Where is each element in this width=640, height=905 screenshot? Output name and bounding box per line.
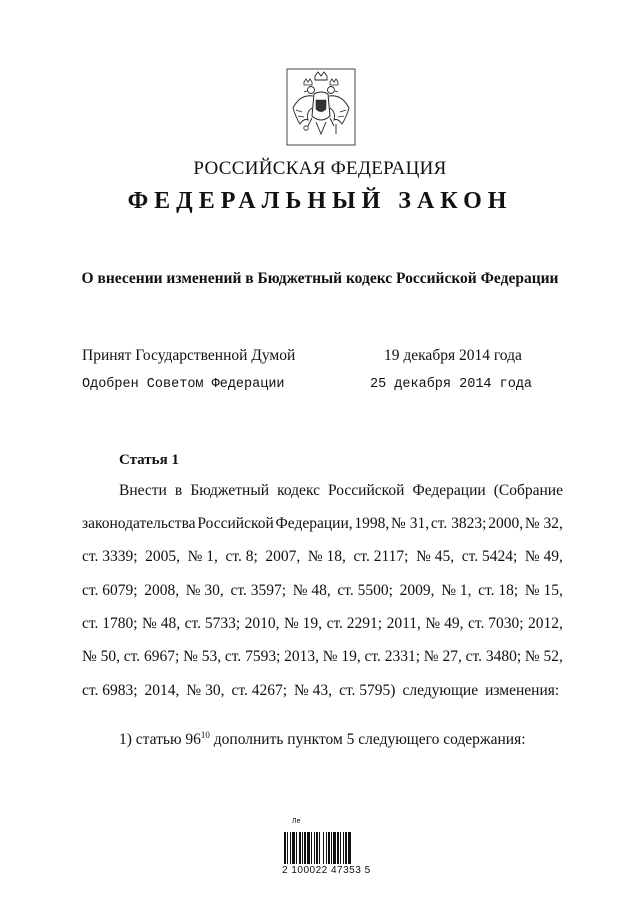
article-word: Внести (119, 482, 167, 499)
article-word: № 48, (292, 582, 331, 599)
article-word: Российской (197, 515, 274, 532)
article-word: ст. 6079; (82, 582, 138, 599)
article-word: следующие (402, 682, 479, 699)
article-word: 2009, (399, 582, 435, 599)
article-line (82, 515, 563, 533)
article-word: № 18, (307, 548, 346, 565)
council-approval-date: 25 декабря 2014 года (370, 377, 533, 392)
law-type-heading: ФЕДЕРАЛЬНЫЙ ЗАКОН (127, 188, 513, 214)
article-word: ст. 4267; (231, 682, 288, 699)
article-word: Российской (328, 482, 405, 499)
article-word: № 48, (142, 615, 181, 632)
article-word: № 49, (425, 615, 464, 632)
article-word: ст. 5424; (461, 548, 518, 565)
article-word: № 30, (186, 682, 225, 699)
article-word: № 19, (284, 615, 323, 632)
article-word: № 50, (82, 648, 121, 665)
article-heading: Статья 1 (119, 452, 179, 468)
article-word: 2013, (284, 648, 319, 665)
article-word: ст. 3823; (430, 515, 487, 532)
barcode-icon (282, 824, 374, 870)
russian-coat-of-arms-icon (286, 68, 356, 146)
article-word: № 27, (423, 648, 462, 665)
article-line (82, 682, 563, 700)
article-word: Федерации (412, 482, 486, 499)
item-1-superscript: 10 (200, 730, 210, 740)
article-word: № 30, (185, 582, 224, 599)
article-word: изменения: (485, 682, 560, 699)
law-title: О внесении изменений в Бюджетный кодекс Российской Федерации (81, 270, 559, 287)
article-word: 2011, (386, 615, 421, 632)
barcode-mark: Ле (292, 818, 301, 825)
article-word: № 52, (524, 648, 563, 665)
article-word: ст. 6967; (123, 648, 180, 665)
article-word: ст. 5733; (184, 615, 241, 632)
article-word: 2010, (244, 615, 280, 632)
article-word: ст. 7593; (224, 648, 281, 665)
article-line (82, 648, 563, 666)
country-name: РОССИЙСКАЯ ФЕДЕРАЦИЯ (193, 158, 447, 179)
article-word: 2014, (144, 682, 180, 699)
article-word: ст. 1780; (82, 615, 138, 632)
article-word: ст. 8; (225, 548, 258, 565)
article-word: в (174, 482, 183, 499)
article-word: № 31, (391, 515, 430, 532)
article-word: ст. 5500; (337, 582, 393, 599)
article-item-1 (119, 730, 600, 749)
article-line (82, 548, 563, 566)
article-word: ст. 6983; (82, 682, 138, 699)
article-word: № 15, (524, 582, 563, 599)
article-word: № 32, (524, 515, 563, 532)
article-line (82, 582, 563, 600)
article-word: ст. 3339; (82, 548, 138, 565)
article-word: ст. 2291; (326, 615, 383, 632)
article-word: ст. 2331; (364, 648, 421, 665)
council-approval-label: Одобрен Советом Федерации (82, 377, 285, 392)
article-word: Федерации, (275, 515, 353, 532)
article-word: № 45, (416, 548, 455, 565)
coat-of-arms-emblem (286, 68, 356, 146)
article-word: № 43, (294, 682, 333, 699)
article-word: 2007, (265, 548, 301, 565)
duma-adoption-date: 19 декабря 2014 года (384, 347, 522, 364)
duma-adoption-label: Принят Государственной Думой (82, 347, 296, 364)
article-word: (Собрание (493, 482, 563, 499)
article-word: ст. 3480; (465, 648, 522, 665)
article-word: 2000, (488, 515, 524, 532)
article-word: 2012, (528, 615, 563, 632)
article-word: № 1, (441, 582, 472, 599)
article-word: № 19, (322, 648, 361, 665)
article-word: Бюджетный (190, 482, 270, 499)
item-1-suffix: дополнить пунктом 5 следующего содержания: (209, 731, 526, 749)
article-word: № 1, (187, 548, 218, 565)
item-1-prefix: 1) статью 96 (119, 731, 201, 749)
article-word: ст. 2117; (353, 548, 409, 565)
barcode-number: 2 100022 47353 5 (282, 865, 371, 876)
article-word: 1998, (354, 515, 390, 532)
article-word: кодекс (277, 482, 320, 499)
article-word: законодательства (82, 515, 196, 532)
article-word: № 49, (524, 548, 563, 565)
article-line (82, 615, 563, 633)
article-line (119, 482, 563, 500)
article-word: ст. 7030; (467, 615, 524, 632)
article-word: № 53, (183, 648, 222, 665)
article-word: ст. 18; (478, 582, 519, 599)
article-word: ст. 5795) (339, 682, 396, 699)
article-word: 2008, (144, 582, 180, 599)
article-word: 2005, (145, 548, 181, 565)
article-word: ст. 3597; (230, 582, 287, 599)
barcode-block (282, 818, 374, 880)
